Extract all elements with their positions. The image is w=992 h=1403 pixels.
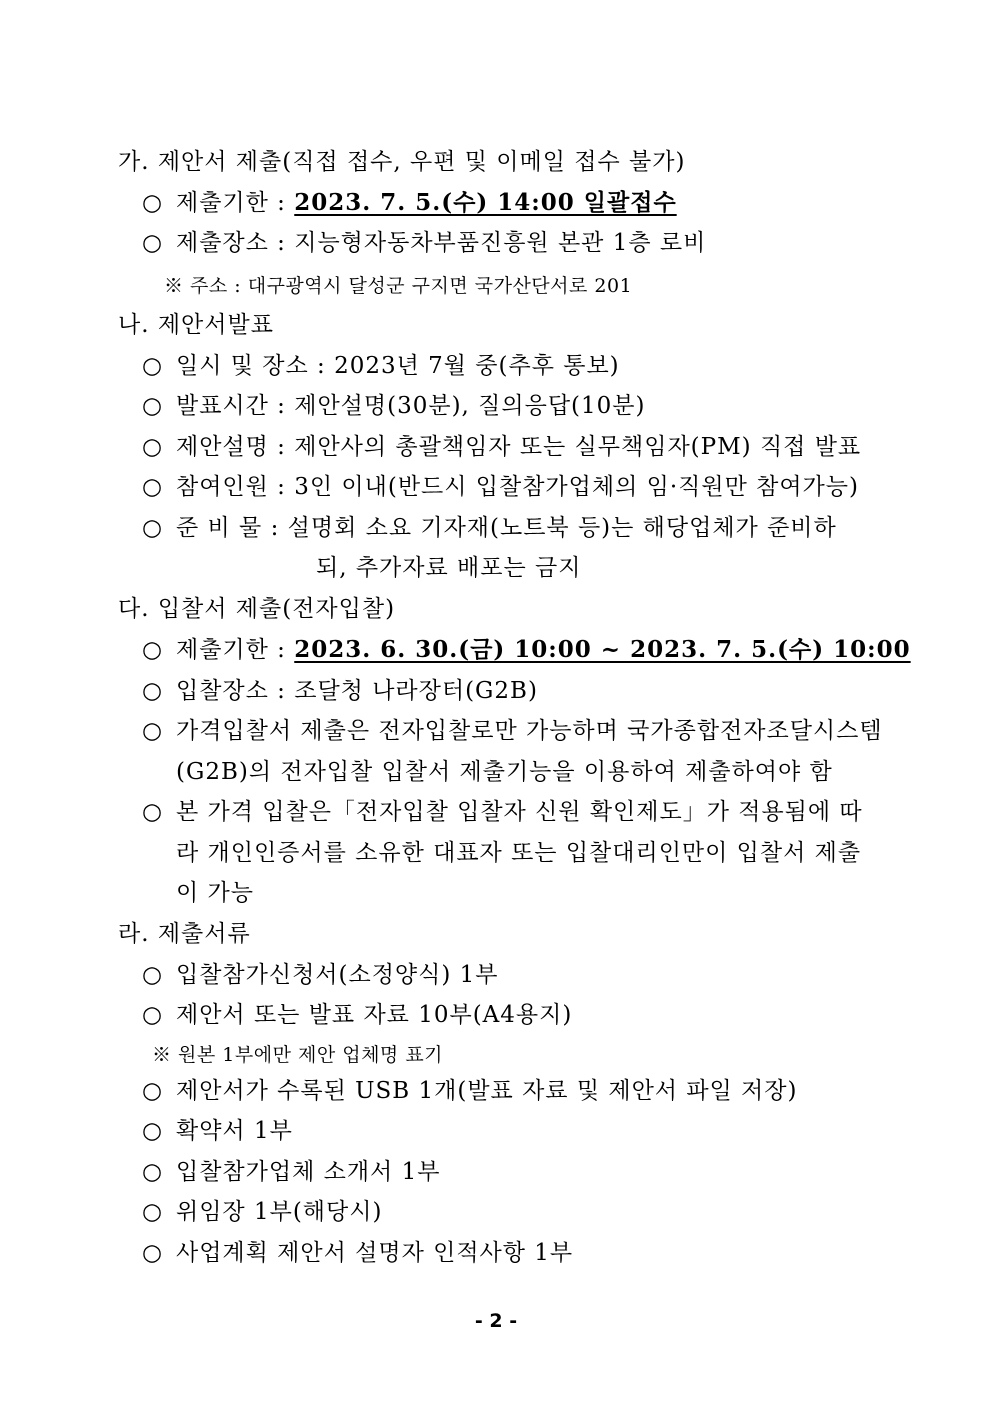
list-item	[142, 472, 859, 502]
deadline-value: 2023. 6. 30.(금) 10:00 ~ 2023. 7. 5.(수) 10:00	[294, 636, 911, 663]
list-item	[142, 1076, 797, 1106]
bullet-circle-icon: ○	[142, 515, 164, 541]
item-text: 입찰참가신청서(소정양식) 1부	[176, 962, 499, 988]
item-text: 준 비 물 : 설명회 소요 기자재(노트북 등)는 해당업체가 준비하	[176, 515, 837, 541]
item-text: 가격입찰서 제출은 전자입찰로만 가능하며 국가종합전자조달시스템	[176, 718, 883, 744]
item-continuation: 되, 추가자료 배포는 금지	[316, 555, 582, 581]
section-heading-na: 나. 제안서발표	[118, 312, 274, 338]
item-text: 위임장 1부(해당시)	[176, 1199, 383, 1225]
bullet-circle-icon: ○	[142, 190, 164, 216]
list-item	[142, 1157, 440, 1187]
item-text: 확약서 1부	[176, 1118, 293, 1144]
bullet-circle-icon: ○	[142, 637, 164, 663]
bullet-circle-icon: ○	[142, 1118, 164, 1144]
item-continuation: 라 개인인증서를 소유한 대표자 또는 입찰대리인만이 입찰서 제출	[176, 840, 862, 866]
list-item	[142, 188, 677, 218]
list-item	[142, 1238, 573, 1268]
list-item	[142, 1000, 572, 1030]
list-item	[142, 797, 863, 827]
original-copy-note: ※ 원본 1부에만 제안 업체명 표기	[152, 1044, 444, 1066]
bullet-circle-icon: ○	[142, 1078, 164, 1104]
bullet-circle-icon: ○	[142, 962, 164, 988]
list-item	[142, 635, 911, 665]
bullet-circle-icon: ○	[142, 393, 164, 419]
item-text: 제출장소 : 지능형자동차부품진흥원 본관 1층 로비	[176, 230, 707, 256]
list-item	[142, 1197, 382, 1227]
item-text: 제안서가 수록된 USB 1개(발표 자료 및 제안서 파일 저장)	[176, 1078, 798, 1104]
item-text: 제안서 또는 발표 자료 10부(A4용지)	[176, 1002, 573, 1028]
bullet-circle-icon: ○	[142, 353, 164, 379]
deadline-value: 2023. 7. 5.(수) 14:00 일괄접수	[294, 189, 677, 216]
list-item	[142, 391, 645, 421]
item-text: 본 가격 입찰은「전자입찰 입찰자 신원 확인제도」가 적용됨에 따	[176, 799, 863, 825]
item-continuation: 이 가능	[176, 880, 254, 906]
list-item	[142, 228, 706, 258]
bullet-circle-icon: ○	[142, 474, 164, 500]
item-text: 사업계획 제안서 설명자 인적사항 1부	[176, 1240, 574, 1266]
item-label: 제출기한 :	[176, 190, 295, 216]
list-item	[142, 676, 538, 706]
item-text: 일시 및 장소 : 2023년 7월 중(추후 통보)	[176, 353, 620, 379]
bullet-circle-icon: ○	[142, 799, 164, 825]
bullet-circle-icon: ○	[142, 230, 164, 256]
section-heading-ga: 가. 제안서 제출(직접 접수, 우편 및 이메일 접수 불가)	[118, 149, 686, 175]
list-item	[142, 1116, 293, 1146]
list-item	[142, 432, 861, 462]
section-heading-ra: 라. 제출서류	[118, 921, 251, 947]
page-number: - 2 -	[474, 1310, 518, 1332]
bullet-circle-icon: ○	[142, 1240, 164, 1266]
item-text: 입찰참가업체 소개서 1부	[176, 1159, 441, 1185]
item-text: 입찰장소 : 조달청 나라장터(G2B)	[176, 678, 538, 704]
list-item	[142, 960, 499, 990]
item-text: 발표시간 : 제안설명(30분), 질의응답(10분)	[176, 393, 646, 419]
item-text: 제안설명 : 제안사의 총괄책임자 또는 실무책임자(PM) 직접 발표	[176, 434, 862, 460]
address-note: ※ 주소 : 대구광역시 달성군 구지면 국가산단서로 201	[164, 275, 633, 297]
bullet-circle-icon: ○	[142, 718, 164, 744]
item-text: 참여인원 : 3인 이내(반드시 입찰참가업체의 임·직원만 참여가능)	[176, 474, 859, 500]
list-item	[142, 351, 620, 381]
bullet-circle-icon: ○	[142, 1159, 164, 1185]
bullet-circle-icon: ○	[142, 1002, 164, 1028]
item-label: 제출기한 :	[176, 637, 295, 663]
bullet-circle-icon: ○	[142, 434, 164, 460]
list-item	[142, 513, 837, 543]
item-continuation: (G2B)의 전자입찰 입찰서 제출기능을 이용하여 제출하여야 함	[176, 759, 833, 785]
bullet-circle-icon: ○	[142, 678, 164, 704]
bullet-circle-icon: ○	[142, 1199, 164, 1225]
section-heading-da: 다. 입찰서 제출(전자입찰)	[118, 596, 396, 622]
list-item	[142, 716, 883, 746]
